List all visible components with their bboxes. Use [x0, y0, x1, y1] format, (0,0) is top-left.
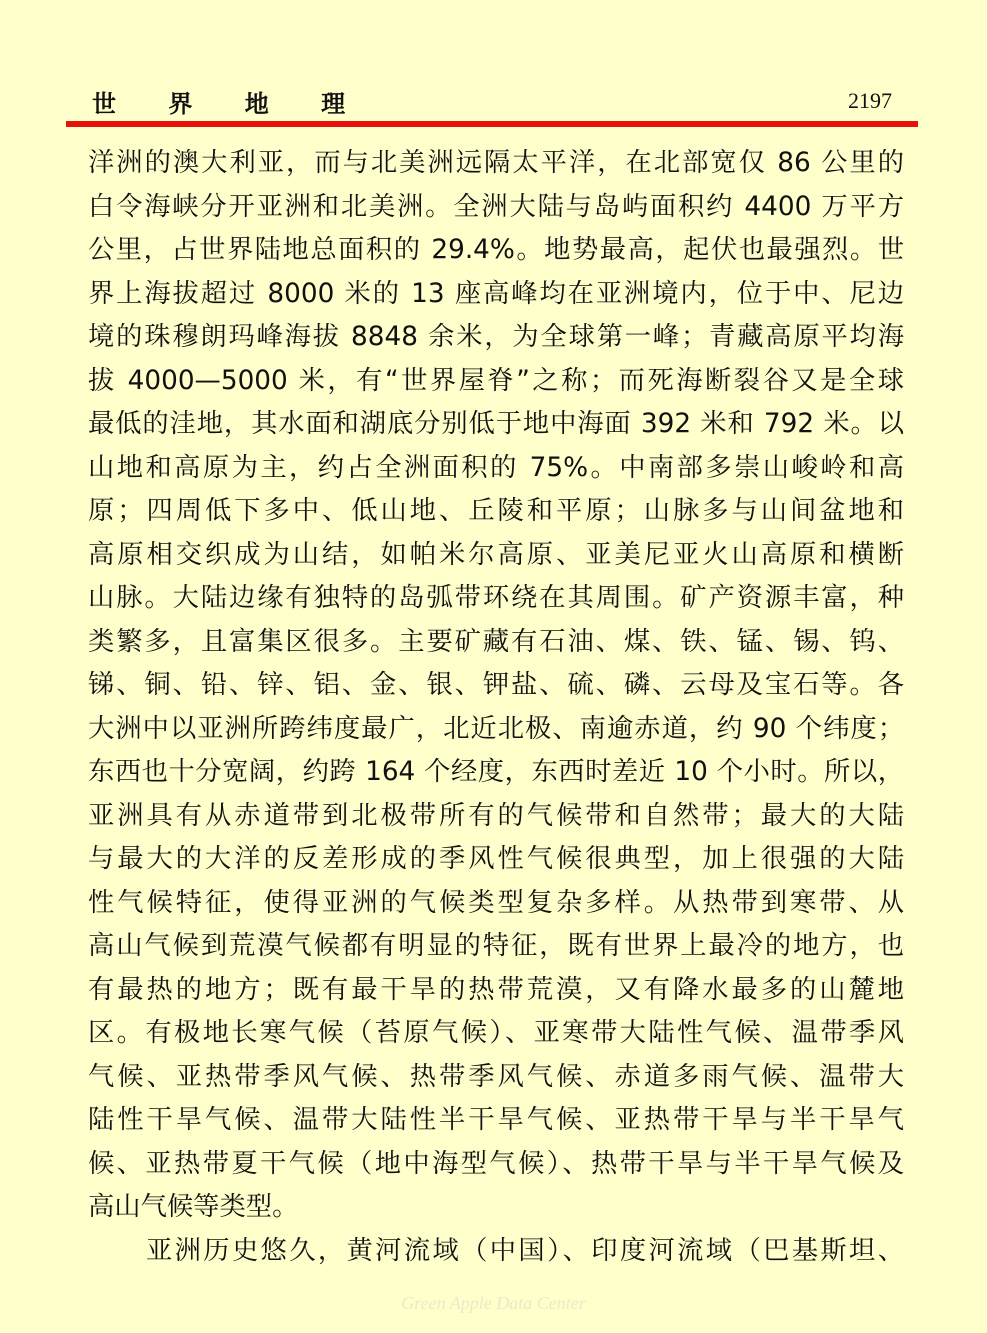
text-line: 东西也十分宽阔，约跨 164 个经度，东西时差近 10 个小时。所以，	[88, 757, 904, 787]
text-line: 原；四周低下多中、低山地、丘陵和平原；山脉多与山间盆地和	[88, 496, 904, 526]
text-line: 区。有极地长寒气候（苔原气候）、亚寒带大陆性气候、温带季风	[88, 1018, 904, 1048]
text-line: 陆性干旱气候、温带大陆性半干旱气候、亚热带干旱与半干旱气	[88, 1105, 904, 1135]
watermark: Green Apple Data Center	[401, 1293, 586, 1313]
text-line: 界上海拔超过 8000 米的 13 座高峰均在亚洲境内，位于中、尼边	[88, 278, 904, 309]
text-line: 境的珠穆朗玛峰海拔 8848 余米，为全球第一峰；青藏高原平均海	[88, 322, 904, 352]
text-line: 候、亚热带夏干气候（地中海型气候）、热带干旱与半干旱气候及	[88, 1148, 904, 1179]
header-rule	[66, 121, 918, 127]
text-line: 亚洲历史悠久，黄河流域（中国）、印度河流域（巴基斯坦、	[146, 1235, 904, 1266]
text-line: 洋洲的澳大利亚，而与北美洲远隔太平洋，在北部宽仅 86 公里的	[88, 148, 904, 178]
text-line: 大洲中以亚洲所跨纬度最广，北近北极、南逾赤道，约 90 个纬度；	[88, 713, 904, 744]
running-header	[92, 84, 892, 118]
text-line: 高原相交织成为山结，如帕米尔高原、亚美尼亚火山高原和横断	[88, 539, 904, 570]
text-line: 亚洲具有从赤道带到北极带所有的气候带和自然带；最大的大陆	[88, 800, 904, 831]
text-line: 高山气候等类型。	[88, 1192, 299, 1222]
text-line: 山地和高原为主，约占全洲面积的 75%。中南部多崇山峻岭和高	[88, 452, 904, 483]
text-line: 有最热的地方；既有最干旱的热带荒漠，又有降水最多的山麓地	[88, 974, 904, 1005]
running-title: 世 界 地 理	[92, 90, 368, 118]
text-line: 拔 4000—5000 米，有“世界屋脊”之称；而死海断裂谷又是全球	[88, 365, 904, 396]
text-line: 白令海峡分开亚洲和北美洲。全洲大陆与岛屿面积约 4400 万平方	[88, 191, 904, 222]
text-line: 类繁多，且富集区很多。主要矿藏有石油、煤、铁、锰、锡、钨、	[88, 626, 904, 657]
text-line: 气候、亚热带季风气候、热带季风气候、赤道多雨气候、温带大	[88, 1061, 904, 1092]
text-line: 性气候特征，使得亚洲的气候类型复杂多样。从热带到寒带、从	[88, 887, 904, 918]
text-line: 公里，占世界陆地总面积的 29.4%。地势最高，起伏也最强烈。世	[88, 235, 904, 265]
page-number: 2197	[848, 88, 892, 113]
text-line: 与最大的大洋的反差形成的季风性气候很典型，加上很强的大陆	[88, 844, 904, 874]
text-line: 高山气候到荒漠气候都有明显的特征，既有世界上最冷的地方，也	[88, 931, 904, 961]
text-line: 最低的洼地，其水面和湖底分别低于地中海面 392 米和 792 米。以	[88, 409, 904, 439]
body-text	[88, 142, 904, 1273]
paragraph-1	[88, 142, 904, 1230]
paragraph-2	[88, 1230, 904, 1274]
text-line: 山脉。大陆边缘有独特的岛弧带环绕在其周围。矿产资源丰富，种	[88, 583, 904, 613]
text-line: 锑、铜、铅、锌、铝、金、银、钾盐、硫、磷、云母及宝石等。各	[88, 670, 904, 700]
